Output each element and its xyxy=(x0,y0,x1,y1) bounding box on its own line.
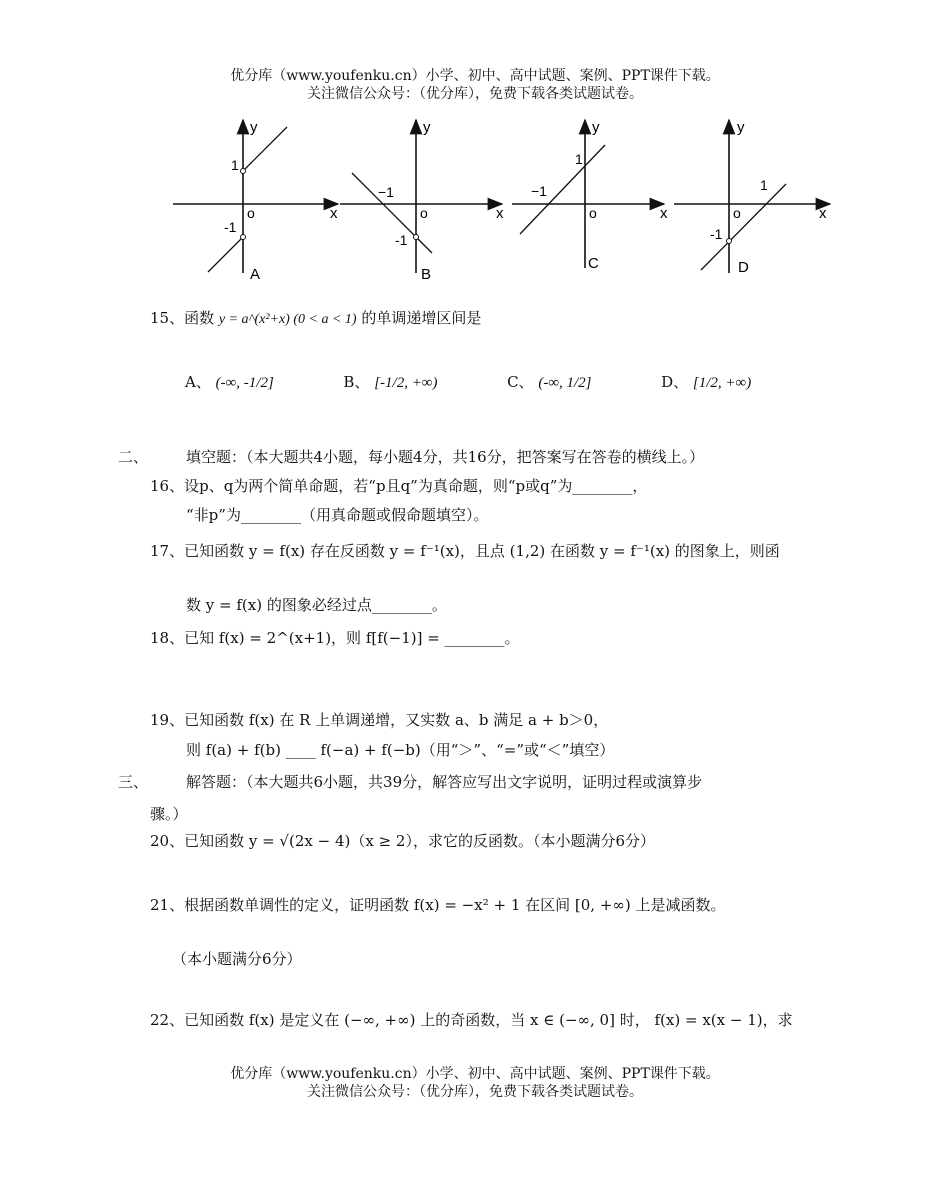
svg-text:o: o xyxy=(420,205,428,221)
graph-b-line-right xyxy=(416,237,432,253)
svg-text:1: 1 xyxy=(231,157,239,173)
q16-line-2: “非p”为________（用真命题或假命题填空）。 xyxy=(186,506,489,524)
q17-line-1: 17、已知函数 y = f(x) 存在反函数 y = f⁻¹(x)，且点 (1,2) 在函数 y = f⁻¹(x) 的图象上，则函 xyxy=(150,542,780,560)
svg-text:-1: -1 xyxy=(710,226,723,242)
svg-text:y: y xyxy=(592,119,600,136)
graph-c xyxy=(512,119,668,272)
svg-text:o: o xyxy=(247,205,255,221)
svg-text:y: y xyxy=(250,119,258,136)
q15-options xyxy=(185,372,751,393)
svg-text:1: 1 xyxy=(760,177,768,193)
q22-line-1: 22、已知函数 f(x) 是定义在 (−∞, +∞) 上的奇函数，当 x ∈ (−∞, 0] 时， f(x) = x(x − 1)，求 xyxy=(150,1011,793,1029)
q15-stem: 15、函数 y = a^(x²+x) (0 < a < 1) 的单调递增区间是 xyxy=(150,309,482,327)
section-3-title-cont: 骤。） xyxy=(150,805,188,823)
svg-text:x: x xyxy=(330,205,338,222)
svg-text:o: o xyxy=(733,205,741,221)
q15-option-b[interactable]: B、 [-1/2, +∞) xyxy=(343,373,438,391)
q21-line-1: 21、根据函数单调性的定义，证明函数 f(x) = −x² + 1 在区间 [0, +∞) 上是减函数。 xyxy=(150,896,726,914)
section-2-title: 填空题：（本大题共4小题，每小题4分，共16分，把答案写在答卷的横线上。） xyxy=(186,448,705,466)
graph-b-line-left xyxy=(352,173,416,237)
svg-text:−1: −1 xyxy=(531,183,547,199)
graph-options-figure xyxy=(0,108,950,288)
section-3-number: 三、 xyxy=(118,773,149,791)
q16-line-1: 16、设p、q为两个简单命题，若“p且q”为真命题，则“p或q”为________， xyxy=(150,477,648,495)
svg-text:-1: -1 xyxy=(224,219,237,235)
q19-line-2: 则 f(a) + f(b) ____ f(−a) + f(−b)（用“＞”、“=”或“＜”填空） xyxy=(186,741,615,759)
header-line-1: 优分库（www.youfenku.cn）小学、初中、高中试题、案例、PPT课件下载。 xyxy=(230,68,720,84)
svg-text:y: y xyxy=(737,119,745,136)
q17-line-2: 数 y = f(x) 的图象必经过点________。 xyxy=(186,596,447,614)
header-line-2: 关注微信公众号：（优分库），免费下载各类试题试卷。 xyxy=(307,86,643,102)
graph-c-label: C xyxy=(588,255,599,272)
graph-a-label: A xyxy=(250,266,261,283)
svg-text:-1: -1 xyxy=(395,232,408,248)
svg-text:y: y xyxy=(423,119,431,136)
svg-text:o: o xyxy=(589,205,597,221)
q18-line-1: 18、已知 f(x) = 2^(x+1)，则 f[f(−1)] = ________。 xyxy=(150,629,520,647)
section-3-title: 解答题：（本大题共6小题，共39分，解答应写出文字说明，证明过程或演算步 xyxy=(186,773,703,791)
q21-line-2: （本小题满分6分） xyxy=(172,950,302,968)
graph-a xyxy=(173,119,338,283)
graph-d xyxy=(674,119,830,276)
footer-line-2: 关注微信公众号：（优分库），免费下载各类试题试卷。 xyxy=(307,1084,643,1100)
q19-line-1: 19、已知函数 f(x) 在 R 上单调递增，又实数 a、b 满足 a + b＞0， xyxy=(150,711,609,729)
svg-text:x: x xyxy=(660,205,668,222)
q20-line-1: 20、已知函数 y = √(2x − 4)（x ≥ 2），求它的反函数。（本小题满分6分） xyxy=(150,832,656,850)
svg-text:x: x xyxy=(819,205,827,222)
footer-line-1: 优分库（www.youfenku.cn）小学、初中、高中试题、案例、PPT课件下载。 xyxy=(230,1066,720,1082)
graph-b xyxy=(340,119,504,283)
graph-b-label: B xyxy=(421,266,432,283)
graph-a-line-lower xyxy=(208,237,243,272)
graph-d-label: D xyxy=(738,259,749,276)
q15-option-d[interactable]: D、 [1/2, +∞) xyxy=(661,373,752,391)
svg-text:−1: −1 xyxy=(378,184,394,200)
q15-option-a[interactable]: A、 (-∞, -1/2] xyxy=(185,373,274,391)
section-2-number: 二、 xyxy=(118,448,149,466)
svg-text:x: x xyxy=(496,205,504,222)
svg-text:1: 1 xyxy=(575,151,583,167)
q15-option-c[interactable]: C、 (-∞, 1/2] xyxy=(507,373,592,391)
